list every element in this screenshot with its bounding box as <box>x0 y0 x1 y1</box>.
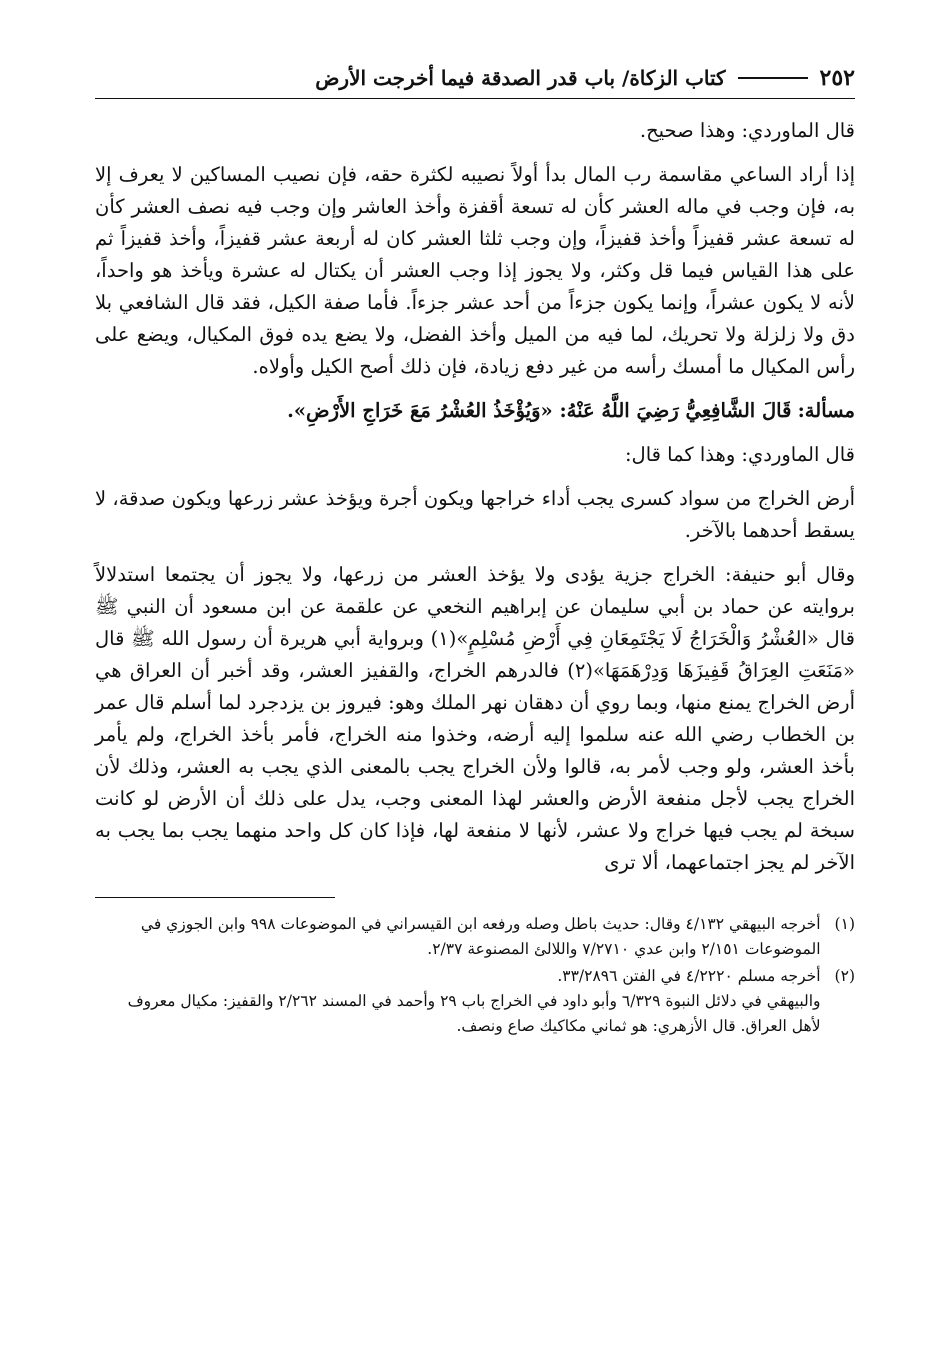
footnote-1 <box>95 912 855 962</box>
header-rule <box>738 77 808 79</box>
book-page <box>95 58 855 1348</box>
page-number: ٢٥٢ <box>819 65 855 91</box>
footnote-number: (١) <box>834 915 855 933</box>
footnote-text <box>95 964 821 1039</box>
paragraph: إذا أراد الساعي مقاسمة رب المال بدأ أولاً نصيبه لكثرة حقه، فإن نصيب المساكين لا يعرف إلا به، فإن وجب في ماله العشر كأن له تسعة أقفزة وأخذ العاشر وإن وجب فيه نصف العشر كأن له تسعة عشر قفيزاً وأخذ قفيزاً، وإن وجب ثلثا العشر كان له أربعة عشر قفيزاً، وأخذ قفيزاً ثم على هذا القياس فيما قل وكثر، ولا يجوز إذا وجب العشر أن يكتال له عشرة ويأخذ هو واحداً، لأنه لا يكون عشراً، وإنما يكون جزءاً من أحد عشر جزءاً. فأما صفة الكيل، فقد قال الشافعي بلا دق ولا زلزلة ولا تحريك، لما فيه من الميل وأخذ الفضل، ولا يضع يده فوق المكيال، ويضع على رأس المكيال ما أمسك رأسه من غير دفع زيادة، فإن ذلك أصح الكيل وأولاه. <box>95 163 855 378</box>
paragraph: وقال أبو حنيفة: الخراج جزية يؤدى ولا يؤخذ العشر من زرعها، ولا يجوز أن يجتمعا استدلالاً بروايته عن حماد بن أبي سليمان عن إبراهيم النخعي عن علقمة عن ابن مسعود أن النبي ﷺ قال «العُشْرُ وَالْخَرَاجُ لَا يَجْتَمِعَانِ فِي أَرْضِ مُسْلِمٍ»(١) وبرواية أبي هريرة أن رسول الله ﷺ قال «مَنَعَتِ العِرَاقُ قَفِيزَهَا وَدِرْهَمَهَا»(٢) فالدرهم الخراج، والقفيز العشر، وقد أخبر أن العراق هي أرض الخراج يمنع منها، وبما روي أن دهقان نهر الملك وهو: فيروز بن يزدجرد لما أسلم قال عمر بن الخطاب رضي الله عنه سلموا إليه أرضه، وخذوا منه الخراج، فأمر بأخذ الخراج، ولم يأمر بأخذ العشر، ولو وجب لأمر به، قالوا ولأن الخراج يجب بالمعنى الذي يجب به العشر، وذلك لأن الخراج يجب لأجل منفعة الأرض والعشر لهذا المعنى وجب، يدل على ذلك أن الأرض لو كانت سبخة لم يجب فيها خراج ولا عشر، لأنها لا منفعة لها، فإذا كان كل واحد منهما يجب بما يجب به الآخر لم يجز اجتماعهما، ألا ترى <box>95 563 855 874</box>
paragraph: أرض الخراج من سواد كسرى يجب أداء خراجها ويكون أجرة ويؤخذ عشر زرعها ويكون صدقة، لا يسقط أحدهما بالآخر. <box>95 487 855 542</box>
chapter-title: كتاب الزكاة/ باب قدر الصدقة فيما أخرجت الأرض <box>315 66 726 90</box>
issue-quote: قَالَ الشَّافِعِيُّ رَضِيَ اللَّهُ عَنْهُ: «وَيُؤْخَذُ العُشْرُ مَعَ خَرَاجِ الأَرْضِ». <box>287 399 792 422</box>
page-header <box>95 58 855 99</box>
main-text <box>95 115 855 879</box>
issue-label: مسألة: <box>797 399 855 422</box>
paragraph: قال الماوردي: وهذا كما قال: <box>624 443 855 466</box>
footnote-text: أخرجه البيهقي ٤/١٣٢ وقال: حديث باطل وصله ورفعه ابن القيسراني في الموضوعات ٩٩٨ وابن الجوزي في الموضوعات ٢/١٥١ وابن عدي ٧/٢٧١٠ واللالئ المصنوعة ٢/٣٧. <box>140 915 821 958</box>
footnote-2 <box>95 964 855 1039</box>
footnote-divider <box>95 897 335 898</box>
footnote-line: أخرجه مسلم ٤/٢٢٢٠ في الفتن ٣٣/٢٨٩٦. <box>557 967 821 985</box>
footnote-number: (٢) <box>834 967 855 985</box>
footnotes <box>95 912 855 1039</box>
paragraph: قال الماوردي: وهذا صحيح. <box>639 119 855 142</box>
issue-paragraph <box>95 395 855 427</box>
footnote-line: والبيهقي في دلائل النبوة ٦/٣٢٩ وأبو داود في الخراج باب ٢٩ وأحمد في المسند ٢/٢٦٢ والقفيز: مكيال معروف لأهل العراق. قال الأزهري: هو ثماني مكاكيك صاع ونصف. <box>127 992 821 1035</box>
